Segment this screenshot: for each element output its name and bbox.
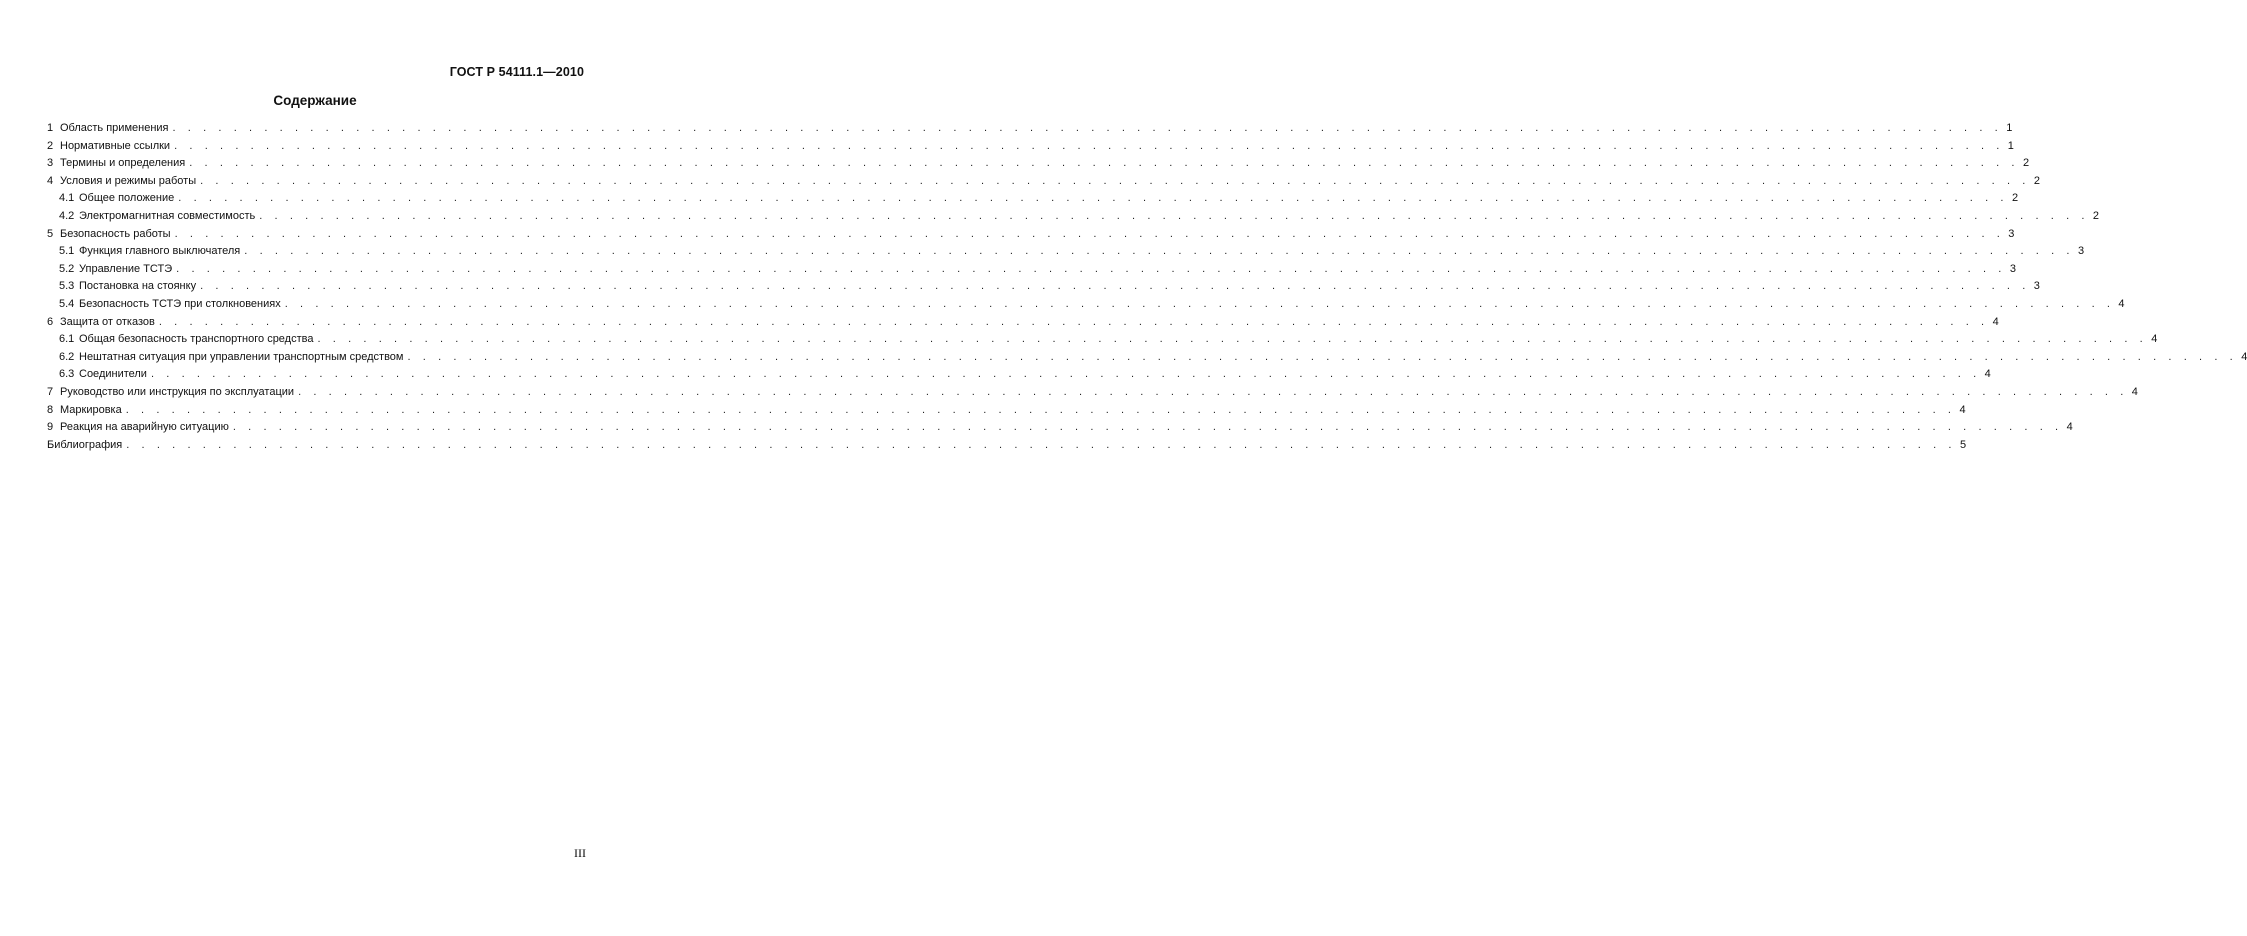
toc-entry-number: 9 [47, 421, 54, 434]
toc-dot-leader: . . . . . . . . . . . . . . . . . . . . . . . . . . . . . . . . . . . . . . . . . . . . . . . . . . . . . . . . . . . . . . . . . . . . . . . . . . . . . . . . . . . . . . . . . . . . . . . . . . . . . . . . . . . . . . . . . . . . . . . . [200, 280, 2030, 293]
toc-entry[interactable] [47, 278, 2040, 296]
toc-entry[interactable] [47, 384, 2138, 402]
toc-entry[interactable] [47, 314, 1999, 332]
toc-entry-number: 6 [47, 315, 54, 328]
toc-entry-number: 6.3 [59, 368, 75, 381]
toc-dot-leader: . . . . . . . . . . . . . . . . . . . . . . . . . . . . . . . . . . . . . . . . . . . . . . . . . . . . . . . . . . . . . . . . . . . . . . . . . . . . . . . . . . . . . . . . . . . . . . . . . . . . . . . . . . . . . . . . . . . . . . . . [174, 139, 2004, 152]
toc-entry[interactable] [47, 155, 2030, 173]
toc-dot-leader: . . . . . . . . . . . . . . . . . . . . . . . . . . . . . . . . . . . . . . . . . . . . . . . . . . . . . . . . . . . . . . . . . . . . . . . . . . . . . . . . . . . . . . . . . . . . . . . . . . . . . . . . . . . . . . . . . . . . . . . . [125, 403, 1956, 416]
toc-entry-page: 4 [2151, 333, 2158, 346]
toc-entry-label: Соединители [79, 368, 147, 381]
toc-dot-leader: . . . . . . . . . . . . . . . . . . . . . . . . . . . . . . . . . . . . . . . . . . . . . . . . . . . . . . . . . . . . . . . . . . . . . . . . . . . . . . . . . . . . . . . . . . . . . . . . . . . . . . . . . . . . . . . . . . . . . . . . [244, 245, 2075, 258]
toc-dot-leader: . . . . . . . . . . . . . . . . . . . . . . . . . . . . . . . . . . . . . . . . . . . . . . . . . . . . . . . . . . . . . . . . . . . . . . . . . . . . . . . . . . . . . . . . . . . . . . . . . . . . . . . . . . . . . . . . . . . . . . . . [172, 122, 2003, 134]
toc-entry-number: 5.1 [59, 245, 75, 258]
toc-entry-page: 4 [1959, 403, 1966, 416]
toc-entry-label: Общее положение [79, 192, 175, 205]
toc-entry-number: 6.2 [59, 350, 75, 363]
toc-dot-leader: . . . . . . . . . . . . . . . . . . . . . . . . . . . . . . . . . . . . . . . . . . . . . . . . . . . . . . . . . . . . . . . . . . . . . . . . . . . . . . . . . . . . . . . . . . . . . . . . . . . . . . . . . . . . . . . . . . . . . . . . [126, 438, 1957, 451]
toc-entry[interactable] [47, 296, 2125, 314]
toc-entry-number: 1 [47, 122, 54, 134]
toc-entry[interactable] [47, 419, 2073, 437]
toc-entry[interactable] [47, 261, 2016, 279]
toc-entry-page: 2 [2092, 209, 2100, 222]
toc-entry-label: Реакция на аварийную ситуацию [60, 421, 229, 434]
toc-entry-label: Нештатная ситуация при управлении транспортным средством [79, 350, 404, 363]
toc-entry-page: 2 [2022, 157, 2030, 170]
toc-entry-page: 4 [2066, 421, 2073, 434]
toc-entry-label: Безопасность ТСТЭ при столкновениях [79, 297, 281, 310]
toc-entry[interactable] [47, 173, 2040, 191]
toc-dot-leader: . . . . . . . . . . . . . . . . . . . . . . . . . . . . . . . . . . . . . . . . . . . . . . . . . . . . . . . . . . . . . . . . . . . . . . . . . . . . . . . . . . . . . . . . . . . . . . . . . . . . . . . . . . . . . . . . . . . . . . . . [174, 227, 2005, 240]
toc-dot-leader: . . . . . . . . . . . . . . . . . . . . . . . . . . . . . . . . . . . . . . . . . . . . . . . . . . . . . . . . . . . . . . . . . . . . . . . . . . . . . . . . . . . . . . . . . . . . . . . . . . . . . . . . . . . . . . . . . . . . . . . . [189, 157, 2020, 170]
toc-dot-leader: . . . . . . . . . . . . . . . . . . . . . . . . . . . . . . . . . . . . . . . . . . . . . . . . . . . . . . . . . . . . . . . . . . . . . . . . . . . . . . . . . . . . . . . . . . . . . . . . . . . . . . . . . . . . . . . . . . . . . . . . [200, 174, 2030, 187]
toc-entry-label: Библиография [47, 438, 123, 451]
toc-entry[interactable] [47, 366, 1991, 384]
toc-entry-label: Маркировка [60, 403, 122, 416]
toc-entry-number: 2 [47, 139, 54, 152]
toc-entry[interactable] [47, 349, 2247, 367]
toc-dot-leader: . . . . . . . . . . . . . . . . . . . . . . . . . . . . . . . . . . . . . . . . . . . . . . . . . . . . . . . . . . . . . . . . . . . . . . . . . . . . . . . . . . . . . . . . . . . . . . . . . . . . . . . . . . . . . . . . . . . . . . . . [176, 262, 2006, 275]
toc-entry-page: 4 [2118, 297, 2125, 310]
toc-entry-number: 5.3 [59, 280, 75, 293]
toc-entry-label: Нормативные ссылки [60, 139, 171, 152]
table-of-contents [47, 120, 2247, 454]
toc-entry-label: Условия и режимы работы [60, 174, 197, 187]
toc-entry-page: 2 [2011, 192, 2019, 205]
toc-entry-page: 4 [2241, 350, 2247, 363]
toc-entry-number: 4.2 [59, 209, 75, 222]
toc-dot-leader: . . . . . . . . . . . . . . . . . . . . . . . . . . . . . . . . . . . . . . . . . . . . . . . . . . . . . . . . . . . . . . . . . . . . . . . . . . . . . . . . . . . . . . . . . . . . . . . . . . . . . . . . . . . . . . . . . . . . . . . . [150, 368, 1981, 381]
toc-entry[interactable] [47, 208, 2100, 226]
toc-entry-label: Управление ТСТЭ [79, 262, 173, 275]
toc-entry[interactable] [47, 402, 1966, 420]
toc-entry-label: Электромагнитная совместимость [79, 209, 256, 222]
toc-entry-page: 4 [1984, 368, 1991, 381]
toc-entry-number: 7 [47, 385, 54, 398]
toc-entry-label: Руководство или инструкция по эксплуатации [60, 385, 295, 398]
toc-entry-number: 5.4 [59, 297, 75, 310]
toc-entry-label: Термины и определения [60, 157, 186, 170]
toc-title: Содержание [273, 93, 357, 108]
toc-entry-page: 2 [2033, 174, 2040, 187]
toc-entry-page: 4 [1992, 315, 1999, 328]
toc-entry-page: 3 [2033, 280, 2040, 293]
toc-entry-label: Функция главного выключателя [79, 245, 241, 258]
toc-entry-page: 1 [2007, 139, 2014, 152]
toc-dot-leader: . . . . . . . . . . . . . . . . . . . . . . . . . . . . . . . . . . . . . . . . . . . . . . . . . . . . . . . . . . . . . . . . . . . . . . . . . . . . . . . . . . . . . . . . . . . . . . . . . . . . . . . . . . . . . . . . . . . . . . . . [317, 333, 2148, 346]
toc-entry[interactable] [47, 190, 2019, 208]
toc-dot-leader: . . . . . . . . . . . . . . . . . . . . . . . . . . . . . . . . . . . . . . . . . . . . . . . . . . . . . . . . . . . . . . . . . . . . . . . . . . . . . . . . . . . . . . . . . . . . . . . . . . . . . . . . . . . . . . . . . . . . . . . . [232, 421, 2063, 434]
toc-entry-label: Защита от отказов [60, 315, 155, 328]
toc-dot-leader: . . . . . . . . . . . . . . . . . . . . . . . . . . . . . . . . . . . . . . . . . . . . . . . . . . . . . . . . . . . . . . . . . . . . . . . . . . . . . . . . . . . . . . . . . . . . . . . . . . . . . . . . . . . . . . . . . . . . . . . . [259, 209, 2090, 222]
toc-entry-page: 3 [2008, 227, 2015, 240]
toc-entry-page: 4 [2131, 385, 2138, 398]
toc-entry[interactable] [47, 331, 2158, 349]
toc-dot-leader: . . . . . . . . . . . . . . . . . . . . . . . . . . . . . . . . . . . . . . . . . . . . . . . . . . . . . . . . . . . . . . . . . . . . . . . . . . . . . . . . . . . . . . . . . . . . . . . . . . . . . . . . . . . . . . . . . . . . . . . . [158, 315, 1989, 328]
toc-entry-label: Постановка на стоянку [79, 280, 197, 293]
toc-entry-page: 5 [1959, 438, 1967, 451]
toc-entry-label: Область применения [60, 122, 169, 134]
toc-entry-number: 5.2 [59, 262, 75, 275]
toc-entry-number: 8 [47, 403, 54, 416]
toc-entry-label: Безопасность работы [60, 227, 171, 240]
toc-entry-number: 4.1 [59, 192, 75, 205]
toc-entry-number: 6.1 [59, 333, 75, 346]
toc-entry[interactable] [47, 243, 2085, 261]
toc-dot-leader: . . . . . . . . . . . . . . . . . . . . . . . . . . . . . . . . . . . . . . . . . . . . . . . . . . . . . . . . . . . . . . . . . . . . . . . . . . . . . . . . . . . . . . . . . . . . . . . . . . . . . . . . . . . . . . . . . . . . . . . . [284, 297, 2115, 310]
toc-entry-number: 5 [47, 227, 54, 240]
toc-dot-leader: . . . . . . . . . . . . . . . . . . . . . . . . . . . . . . . . . . . . . . . . . . . . . . . . . . . . . . . . . . . . . . . . . . . . . . . . . . . . . . . . . . . . . . . . . . . . . . . . . . . . . . . . . . . . . . . . . . . . . . . . [298, 385, 2128, 398]
toc-entry-page: 1 [2006, 122, 2013, 134]
toc-entry[interactable] [47, 120, 2013, 138]
toc-entry-number: 3 [47, 157, 54, 170]
toc-entry-number: 4 [47, 174, 54, 187]
toc-entry[interactable] [47, 138, 2014, 156]
document-code: ГОСТ Р 54111.1—2010 [449, 65, 584, 79]
page-number: III [574, 846, 586, 860]
toc-dot-leader: . . . . . . . . . . . . . . . . . . . . . . . . . . . . . . . . . . . . . . . . . . . . . . . . . . . . . . . . . . . . . . . . . . . . . . . . . . . . . . . . . . . . . . . . . . . . . . . . . . . . . . . . . . . . . . . . . . . . . . . . [178, 192, 2009, 205]
toc-entry[interactable] [47, 226, 2015, 244]
toc-dot-leader: . . . . . . . . . . . . . . . . . . . . . . . . . . . . . . . . . . . . . . . . . . . . . . . . . . . . . . . . . . . . . . . . . . . . . . . . . . . . . . . . . . . . . . . . . . . . . . . . . . . . . . . . . . . . . . . . . . . . . . . . [407, 350, 2238, 363]
toc-entry-page: 3 [2009, 262, 2016, 275]
toc-entry-label: Общая безопасность транспортного средства [79, 333, 314, 346]
toc-entry-page: 3 [2077, 245, 2085, 258]
toc-entry[interactable] [47, 437, 1967, 455]
